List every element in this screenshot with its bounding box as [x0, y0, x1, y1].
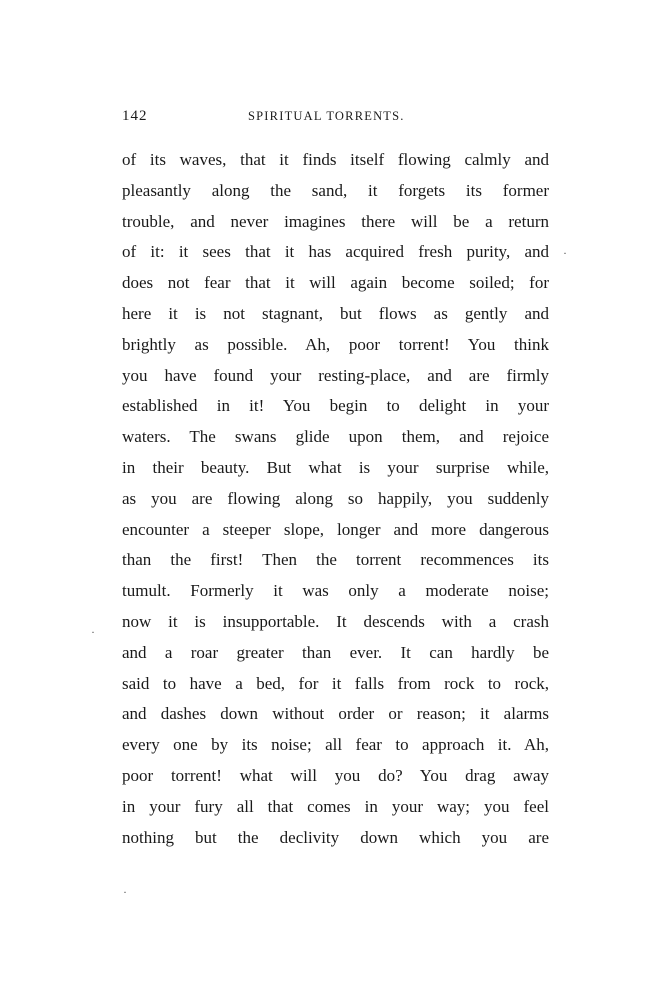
text-line: encounter a steeper slope, longer and more dangerous — [122, 519, 549, 539]
body-text — [122, 149, 549, 857]
text-line: waters. The swans glide upon them, and rejoice — [122, 427, 549, 447]
text-line: tumult. Formerly it was only a moderate noise; — [122, 581, 549, 601]
print-speck: · — [91, 625, 95, 639]
text-line: here it is not stagnant, but flows as gently and — [122, 303, 549, 323]
text-line: than the first! Then the torrent recommences its — [122, 550, 549, 570]
text-line: and dashes down without order or reason; it alarms — [122, 704, 549, 724]
text-line: pleasantly along the sand, it forgets its former — [122, 180, 549, 200]
page-number: 142 — [122, 108, 148, 124]
running-head — [122, 108, 548, 128]
text-line: brightly as possible. Ah, poor torrent! You think — [122, 334, 549, 354]
text-line: trouble, and never imagines there will be a return — [122, 211, 549, 231]
text-line: now it is insupportable. It descends with a crash — [122, 611, 549, 631]
text-line: established in it! You begin to delight in your — [122, 396, 549, 416]
text-line: poor torrent! what will you do? You drag away — [122, 765, 549, 785]
text-line: you have found your resting-place, and are firmly — [122, 365, 549, 385]
text-line: nothing but the declivity down which you are — [122, 827, 549, 847]
text-line: as you are flowing along so happily, you suddenly — [122, 488, 549, 508]
print-speck: · — [563, 246, 567, 260]
text-line: in their beauty. But what is your surprise while, — [122, 457, 549, 477]
text-line: every one by its noise; all fear to approach it. Ah, — [122, 735, 549, 755]
running-title: SPIRITUAL TORRENTS. — [248, 109, 405, 123]
print-speck: · — [123, 885, 127, 899]
text-line: in your fury all that comes in your way; you feel — [122, 796, 549, 816]
text-line: and a roar greater than ever. It can hardly be — [122, 642, 549, 662]
text-line: of it: it sees that it has acquired fresh purity, and — [122, 242, 549, 262]
text-line: said to have a bed, for it falls from rock to rock, — [122, 673, 549, 693]
text-line: of its waves, that it finds itself flowing calmly and — [122, 150, 549, 169]
text-line: does not fear that it will again become soiled; for — [122, 273, 549, 293]
